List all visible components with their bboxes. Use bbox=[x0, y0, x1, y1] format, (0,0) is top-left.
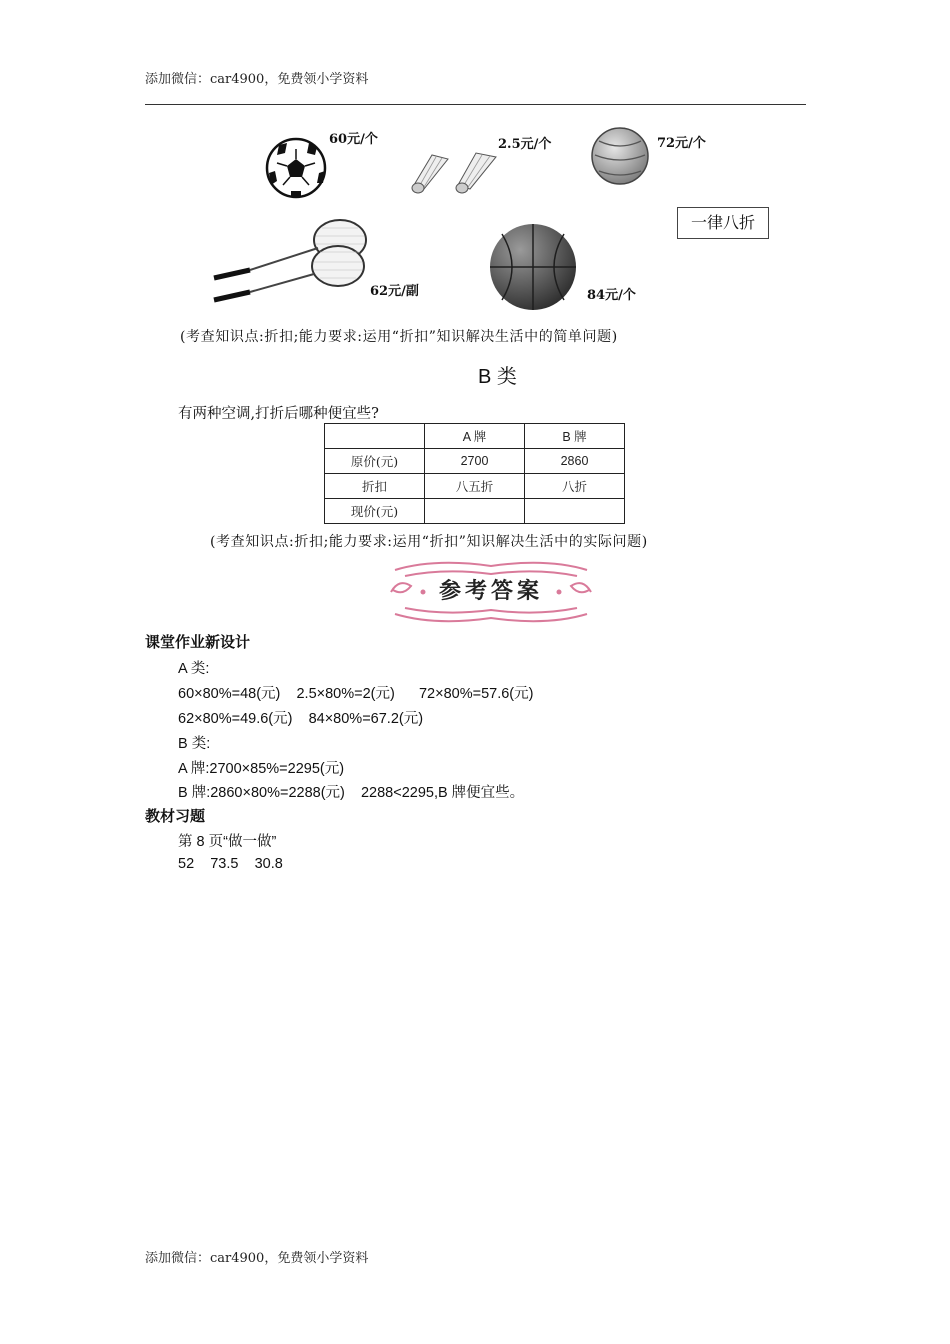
table-row bbox=[325, 449, 625, 474]
table-cell bbox=[425, 499, 525, 524]
table-cell bbox=[525, 499, 625, 524]
page-footer: 添加微信：car4900，免费领小学资料 bbox=[145, 1251, 369, 1266]
racket-price: 62元/副 bbox=[370, 284, 419, 299]
shuttlecock-icon bbox=[404, 145, 504, 195]
header-divider bbox=[145, 104, 806, 105]
volleyball-icon bbox=[589, 125, 651, 187]
answers-heading: 课堂作业新设计 bbox=[145, 634, 251, 651]
basketball-price: 84元/个 bbox=[587, 288, 636, 303]
table-cell: A 牌 bbox=[425, 424, 525, 449]
answer-banner bbox=[385, 556, 597, 628]
table-row bbox=[325, 424, 625, 449]
note-a: (考查知识点:折扣;能力要求:运用“折扣”知识解决生活中的简单问题) bbox=[180, 329, 618, 345]
table-cell: B 牌 bbox=[525, 424, 625, 449]
answer-b-label: B 类: bbox=[178, 736, 211, 752]
section-b-title: B 类 bbox=[478, 366, 517, 388]
answer-b-line2: B 牌:2860×80%=2288(元) 2288<2295,B 牌便宜些。 bbox=[178, 785, 525, 801]
section-b-question: 有两种空调,打折后哪种便宜些? bbox=[178, 406, 379, 422]
table-row bbox=[325, 499, 625, 524]
table-cell: 八折 bbox=[525, 474, 625, 499]
table-cell: 2860 bbox=[525, 449, 625, 474]
answer-a-line1: 60×80%=48(元) 2.5×80%=2(元) 72×80%=57.6(元) bbox=[178, 686, 534, 702]
basketball-icon bbox=[488, 222, 578, 312]
answer-banner-text: 参考答案 bbox=[438, 578, 543, 604]
answer-b-line1: A 牌:2700×85%=2295(元) bbox=[178, 761, 345, 777]
answer-a-label: A 类: bbox=[178, 661, 210, 677]
badminton-racket-icon bbox=[210, 218, 372, 304]
aircon-table bbox=[324, 423, 625, 524]
textbook-line2: 52 73.5 30.8 bbox=[178, 856, 283, 872]
table-cell bbox=[325, 424, 425, 449]
page-header: 添加微信：car4900，免费领小学资料 bbox=[145, 72, 369, 87]
soccer-ball-icon bbox=[265, 135, 329, 201]
volleyball-price: 72元/个 bbox=[657, 136, 706, 151]
table-cell: 原价(元) bbox=[325, 449, 425, 474]
discount-sign: 一律八折 bbox=[677, 207, 769, 239]
table-cell: 折扣 bbox=[325, 474, 425, 499]
note-b: (考查知识点:折扣;能力要求:运用“折扣”知识解决生活中的实际问题) bbox=[210, 534, 648, 550]
soccer-price: 60元/个 bbox=[329, 132, 378, 147]
table-row bbox=[325, 474, 625, 499]
textbook-line1: 第 8 页“做一做” bbox=[178, 834, 277, 850]
table-cell: 现价(元) bbox=[325, 499, 425, 524]
table-cell: 八五折 bbox=[425, 474, 525, 499]
textbook-heading: 教材习题 bbox=[145, 808, 206, 825]
answer-a-line2: 62×80%=49.6(元) 84×80%=67.2(元) bbox=[178, 711, 424, 727]
shuttlecock-price: 2.5元/个 bbox=[498, 137, 552, 152]
table-cell: 2700 bbox=[425, 449, 525, 474]
